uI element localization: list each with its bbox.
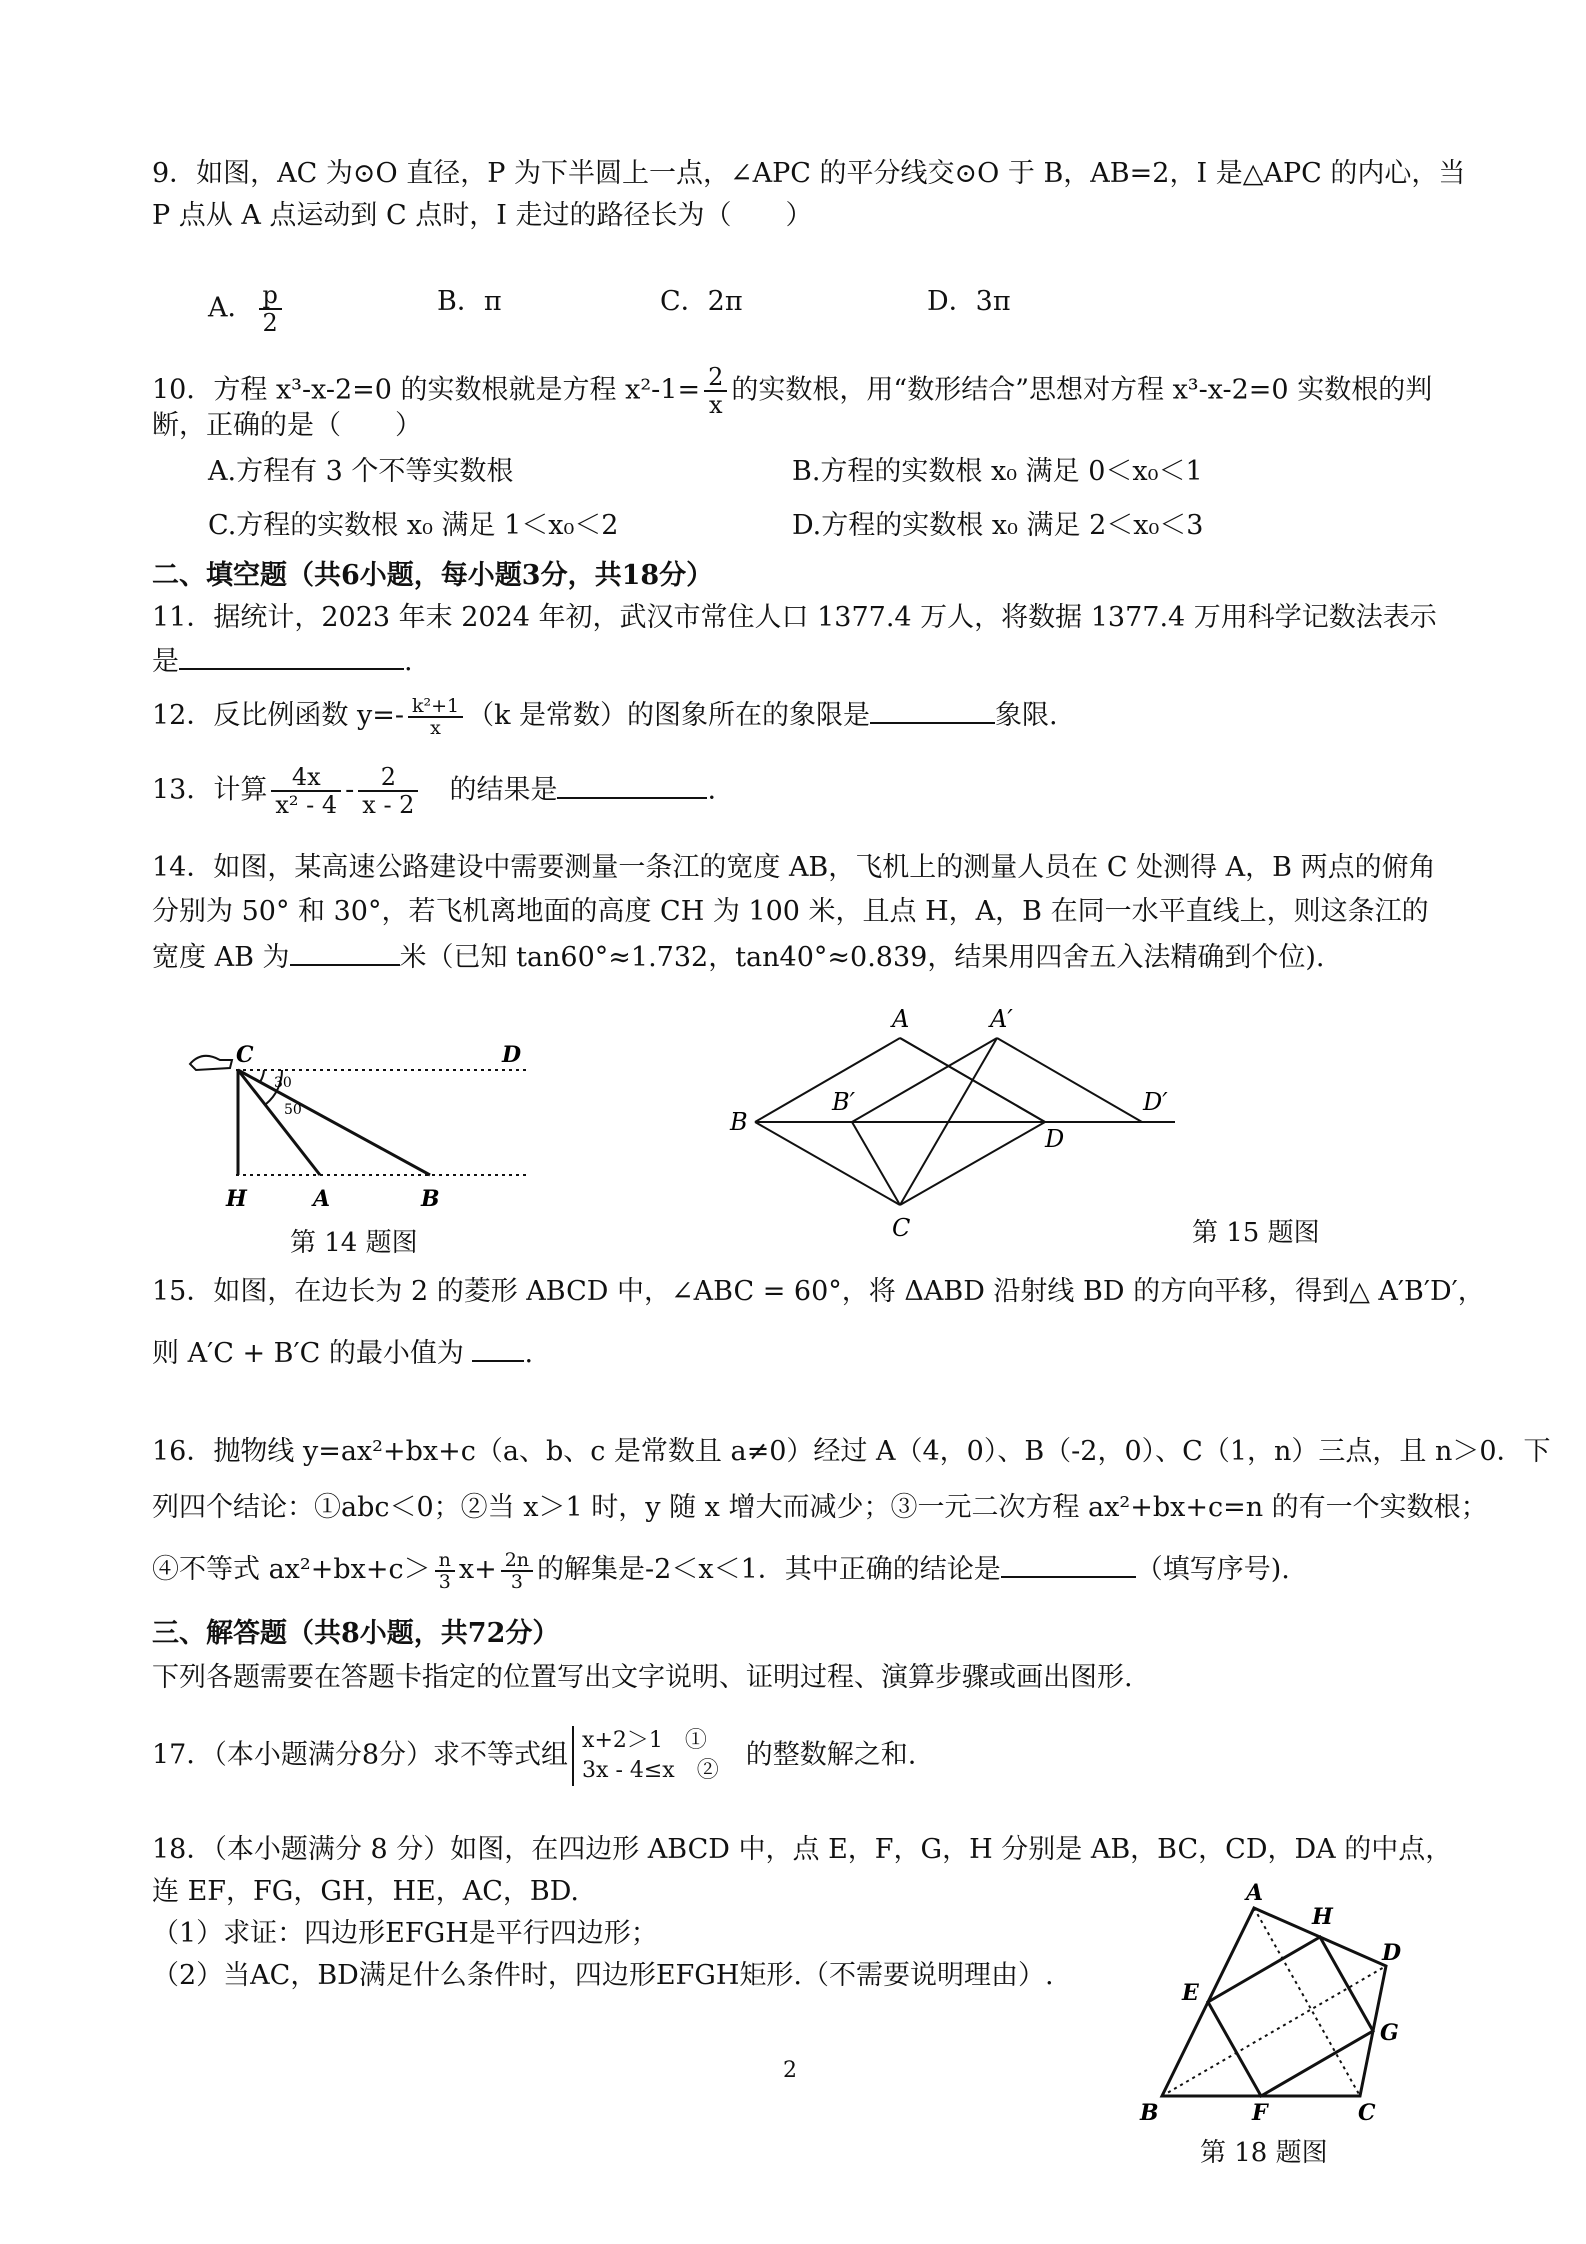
- page-number: 2: [783, 2058, 797, 2083]
- fraction-denominator: x² - 4: [275, 791, 338, 819]
- q10-line1-part-b: 的实数根，用“数形结合”思想对方程 x³-x-2=0 实数根的判: [731, 374, 1433, 406]
- q9-option-b: B．π: [437, 286, 502, 317]
- fig18-label-a: A: [1246, 1880, 1264, 1906]
- q14-line3-part-b: 米（已知 tan60°≈1.732，tan40°≈0.839，结果用四舍五入法精确到个位).: [399, 942, 1325, 973]
- fig18-label-h: H: [1312, 1904, 1333, 1930]
- q16-line3-part-a: ④不等式 ax²+bx+c＞: [152, 1554, 431, 1585]
- fig15-label-d: D: [1045, 1125, 1065, 1153]
- q18-line3: （1）求证：四边形EFGH是平行四边形；: [152, 1918, 658, 1949]
- q15-line1: 15．如图，在边长为 2 的菱形 ABCD 中，∠ABC = 60°，将 ΔABD 沿射线 BD 的方向平移，得到△ A′B′D′，: [152, 1276, 1485, 1307]
- q9-option-a-fraction: [259, 282, 282, 336]
- q14-line3: [152, 936, 1324, 978]
- fraction-numerator: 2: [704, 364, 727, 392]
- q13-fraction-2: [358, 764, 418, 818]
- section-3-note: 下列各题需要在答题卡指定的位置写出文字说明、证明过程、演算步骤或画出图形.: [152, 1662, 1133, 1693]
- fig15-label-b-prime: B′: [832, 1088, 856, 1116]
- q11-line2-end: .: [404, 646, 413, 677]
- fig15-label-a-prime: A′: [990, 1005, 1013, 1033]
- q10-option-d: D.方程的实数根 x₀ 满足 2＜x₀＜3: [792, 510, 1204, 541]
- q13-line: [152, 764, 716, 818]
- fig14-label-c: C: [236, 1042, 254, 1068]
- q18-line1: 18．（本小题满分 8 分）如图，在四边形 ABCD 中，点 E，F，G，H 分别是 AB，BC，CD，DA 的中点，: [152, 1834, 1453, 1865]
- q12-fraction: [408, 696, 463, 738]
- section-3-heading: 三、解答题（共8小题，共72分）: [152, 1618, 560, 1649]
- fraction-numerator: k²+1: [408, 696, 463, 718]
- q14-line2: 分别为 50° 和 30°，若飞机离地面的高度 CH 为 100 米，且点 H，A，B 在同一水平直线上，则这条江的: [152, 896, 1429, 927]
- q11-line1: 11．据统计，2023 年末 2024 年初，武汉市常住人口 1377.4 万人，将数据 1377.4 万用科学记数法表示: [152, 602, 1437, 633]
- figure-14: [180, 1020, 540, 1230]
- answer-blank: [557, 769, 707, 799]
- q17-inequality-1: x+2＞1 ①: [582, 1728, 707, 1753]
- fraction-denominator: x - 2: [362, 791, 415, 819]
- fig15-label-c: C: [892, 1214, 911, 1242]
- answer-blank: [290, 936, 400, 966]
- fraction-denominator: 2: [262, 309, 278, 337]
- fraction-numerator: 4x: [271, 764, 341, 792]
- q10-line2: 断，正确的是（ ）: [152, 410, 422, 441]
- q14-line1: 14．如图，某高速公路建设中需要测量一条江的宽度 AB，飞机上的测量人员在 C 处测得 A，B 两点的俯角: [152, 852, 1436, 883]
- q9-option-c: C．2π: [660, 286, 743, 317]
- fraction-denominator: 3: [510, 1570, 523, 1593]
- fraction-numerator: p: [259, 282, 282, 310]
- q15-line2: [152, 1332, 533, 1374]
- fig18-label-f: F: [1252, 2100, 1268, 2126]
- fig18-label-g: G: [1380, 2020, 1399, 2046]
- figure-15-caption: 第 15 题图: [1192, 1218, 1320, 1248]
- q15-line2-end: .: [524, 1338, 534, 1369]
- answer-blank: [472, 1332, 524, 1362]
- q9-line1: 9．如图，AC 为⊙O 直径，P 为下半圆上一点，∠APC 的平分线交⊙O 于 B，AB=2，I 是△APC 的内心，当: [152, 158, 1466, 189]
- q16-fraction-2: [501, 1550, 533, 1592]
- q16-line3-part-c: （填写序号).: [1135, 1554, 1290, 1585]
- fraction-denominator: 3: [438, 1570, 451, 1593]
- fig14-label-a: A: [313, 1186, 331, 1212]
- fig14-label-b: B: [421, 1186, 440, 1212]
- fig14-label-d: D: [502, 1042, 522, 1068]
- q17-part-a: 17．（本小题满分8分）求不等式组: [152, 1739, 569, 1771]
- q16-fraction-1: [435, 1550, 455, 1592]
- fraction-numerator: 2: [358, 764, 418, 792]
- q17-part-b: 的整数解之和.: [745, 1739, 917, 1771]
- fraction-denominator: x: [430, 716, 441, 739]
- fig14-angle-30: 30: [274, 1075, 292, 1091]
- q14-line3-part-a: 宽度 AB 为: [152, 942, 290, 973]
- q10-option-a: A.方程有 3 个不等实数根: [208, 456, 514, 487]
- fig14-angle-50: 50: [284, 1102, 302, 1118]
- q11-line2: [152, 640, 413, 682]
- figure-18-caption: 第 18 题图: [1200, 2138, 1328, 2168]
- q17-inequality-system: [572, 1726, 719, 1786]
- q16-middle: x+: [458, 1554, 497, 1585]
- q18-line4: （2）当AC，BD满足什么条件时，四边形EFGH矩形.（不需要说明理由）.: [152, 1960, 1054, 1991]
- fig18-label-d: D: [1382, 1940, 1402, 1966]
- fig14-label-h: H: [226, 1186, 247, 1212]
- q13-fraction-1: [271, 764, 341, 818]
- figure-15: [720, 1000, 1200, 1250]
- q13-part-c: .: [707, 774, 717, 806]
- q17-line: [152, 1726, 916, 1786]
- q11-line2-text: 是: [152, 646, 179, 677]
- fig15-label-d-prime: D′: [1143, 1088, 1168, 1116]
- q10-fraction: [704, 364, 727, 418]
- fig18-label-e: E: [1182, 1980, 1199, 2006]
- q12-line: [152, 694, 1058, 738]
- fig15-label-b: B: [730, 1108, 748, 1136]
- answer-blank: [1001, 1548, 1136, 1578]
- q13-part-a: 13．计算: [152, 774, 268, 806]
- figure-18: [1130, 1880, 1410, 2130]
- q13-minus: -: [345, 774, 355, 806]
- q9-option-a: [208, 282, 286, 336]
- answer-blank: [179, 640, 404, 670]
- section-2-heading: 二、填空题（共6小题，每小题3分，共18分）: [152, 560, 714, 591]
- q15-line2-part-a: 则 A′C + B′C 的最小值为: [152, 1338, 464, 1369]
- fig15-label-a: A: [892, 1005, 910, 1033]
- q18-line2: 连 EF，FG，GH，HE，AC，BD.: [152, 1876, 579, 1907]
- q9-option-a-prefix: A．: [208, 292, 255, 324]
- q16-line1: 16．抛物线 y=ax²+bx+c（a、b、c 是常数且 a≠0）经过 A（4，0）、B（-2，0）、C（1，n）三点，且 n＞0．下: [152, 1436, 1551, 1467]
- q13-part-b: 的结果是: [449, 774, 558, 806]
- airplane-icon: [190, 1056, 232, 1070]
- q9-line2: P 点从 A 点运动到 C 点时，I 走过的路径长为（ ）: [152, 200, 813, 231]
- q9-option-d: D．3π: [927, 286, 1011, 317]
- fig18-label-c: C: [1358, 2100, 1376, 2126]
- fraction-numerator: 2n: [501, 1550, 533, 1572]
- fig18-label-b: B: [1140, 2100, 1159, 2126]
- q16-line2: 列四个结论：①abc＜0；②当 x＞1 时，y 随 x 增大而减少；③一元二次方程 ax²+bx+c=n 的有一个实数根；: [152, 1492, 1488, 1523]
- q10-line1-part-a: 10．方程 x³-x-2=0 的实数根就是方程 x²-1=: [152, 374, 701, 406]
- q16-line3: [152, 1548, 1290, 1592]
- fraction-denominator: x: [708, 391, 723, 419]
- q12-part-b: （k 是常数）的图象所在的象限是: [467, 700, 871, 731]
- q12-part-c: 象限.: [995, 700, 1058, 731]
- q12-part-a: 12．反比例函数 y=-: [152, 700, 404, 731]
- answer-blank: [870, 694, 995, 724]
- figure-14-caption: 第 14 题图: [290, 1228, 418, 1258]
- q17-inequality-2: 3x - 4≤x ②: [582, 1758, 719, 1783]
- q16-line3-part-b: 的解集是-2＜x＜1．其中正确的结论是: [537, 1554, 1001, 1585]
- q10-option-b: B.方程的实数根 x₀ 满足 0＜x₀＜1: [792, 456, 1203, 487]
- q10-option-c: C.方程的实数根 x₀ 满足 1＜x₀＜2: [208, 510, 619, 541]
- fraction-numerator: n: [435, 1550, 455, 1572]
